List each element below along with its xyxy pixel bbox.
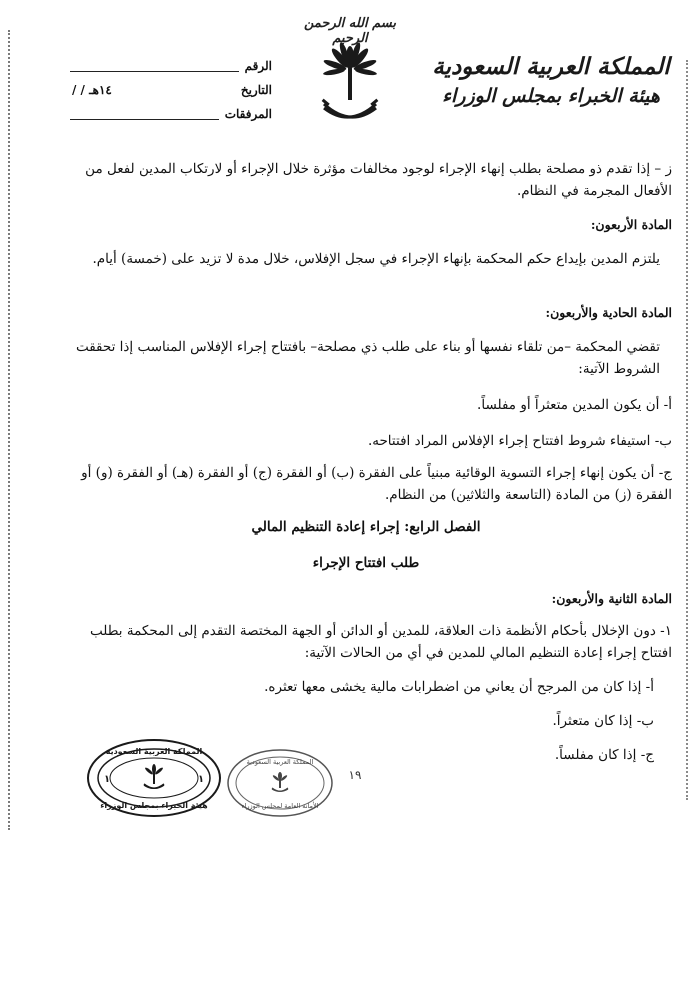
reference-number-row [70, 54, 272, 78]
stamp2-emblem-icon [272, 772, 288, 791]
reference-block [70, 54, 272, 126]
page-number: ١٩ [348, 768, 362, 782]
document-body [60, 158, 672, 766]
item-z: ز – إذا تقدم ذو مصلحة بطلب إنهاء الإجراء لوجود مخالفات مؤثرة خلال الإجراء أو لارتكاب المدين لفعل من الأفعال المجرمة في النظام. [85, 161, 672, 199]
stamp1-top-text: المملكة العربية السعودية [105, 747, 203, 756]
article-41-item-c: ج- أن يكون إنهاء إجراء التسوية الوقائية مبنياً على الفقرة (ب) أو الفقرة (ج) أو الفقرة (هـ) أو الفقرة (و) أو الفقرة (ز) من المادة (التاسعة والثلاثين) من النظام. [81, 465, 672, 503]
ministry-line-2: هيئة الخبراء بمجلس الوزراء [442, 85, 660, 107]
bismillah: بسم الله الرحمن الرحيم [304, 16, 396, 46]
section-title: طلب افتتاح الإجراء [312, 555, 420, 571]
official-seal-experts-commission [86, 738, 222, 818]
date-label: التاريخ [240, 83, 272, 97]
date-value: / / ١٤هـ [72, 83, 112, 97]
stamp2-bottom-text: الأمانة العامة لمجلس الوزراء [241, 802, 319, 810]
article-42-title: المادة الثانية والأربعون: [551, 591, 672, 606]
ministry-line-1: المملكة العربية السعودية [432, 53, 670, 80]
attachments-label: المرفقات [224, 107, 272, 121]
article-41-title: المادة الحادية والأربعون: [545, 305, 672, 320]
reference-number-label: الرقم [244, 59, 272, 73]
article-41-item-b: ب- استيفاء شروط افتتاح إجراء الإفلاس المراد افتتاحه. [367, 433, 672, 449]
article-41-item-a: أ- أن يكون المدين متعثراً أو مفلساً. [477, 397, 672, 413]
binding-dots-right [686, 60, 688, 800]
saudi-emblem-icon [320, 38, 380, 130]
ministry-letterhead [425, 52, 677, 110]
binding-dots-left [8, 30, 10, 830]
official-seal-cabinet-secretariat [226, 748, 334, 818]
attachments-line [70, 109, 219, 120]
article-42-paragraph-1: ١- دون الإخلال بأحكام الأنظمة ذات العلاقة، للمدين أو الدائن أو الجهة المختصة التقدم إلى المحكمة بطلب افتتاح إجراء إعادة التنظيم المالي للمدين في أي من الحالات الآتية: [90, 623, 672, 661]
svg-text:١: ١ [104, 774, 111, 785]
article-40-text: يلتزم المدين بإيداع حكم المحكمة بإنهاء الإجراء في سجل الإفلاس، خلال مدة لا تزيد على (خمسة) أيام. [92, 251, 660, 267]
article-40-title: المادة الأربعون: [590, 217, 672, 232]
article-41-text: تقضي المحكمة –من تلقاء نفسها أو بناء على طلب ذي مصلحة– بافتتاح إجراء الإفلاس المناسب إذا تحققت الشروط الآتية: [75, 339, 660, 377]
stamp2-top-text: المملكة العربية السعودية [246, 758, 314, 766]
article-42-item-c: ج- إذا كان مفلساً. [554, 747, 654, 763]
article-42-item-a: أ- إذا كان من المرجح أن يعاني من اضطرابات مالية يخشى معها تعثره. [264, 679, 654, 695]
date-row [70, 78, 272, 102]
chapter-4-title: الفصل الرابع: إجراء إعادة التنظيم المالي [251, 519, 481, 535]
stamp1-bottom-text: هيئة الخبراء بمجلس الوزراء [100, 801, 208, 810]
article-42-item-b: ب- إذا كان متعثراً. [552, 713, 654, 729]
attachments-row [70, 102, 272, 126]
stamp1-emblem-icon [144, 764, 164, 788]
reference-number-line [70, 61, 239, 72]
svg-text:١: ١ [198, 774, 205, 785]
